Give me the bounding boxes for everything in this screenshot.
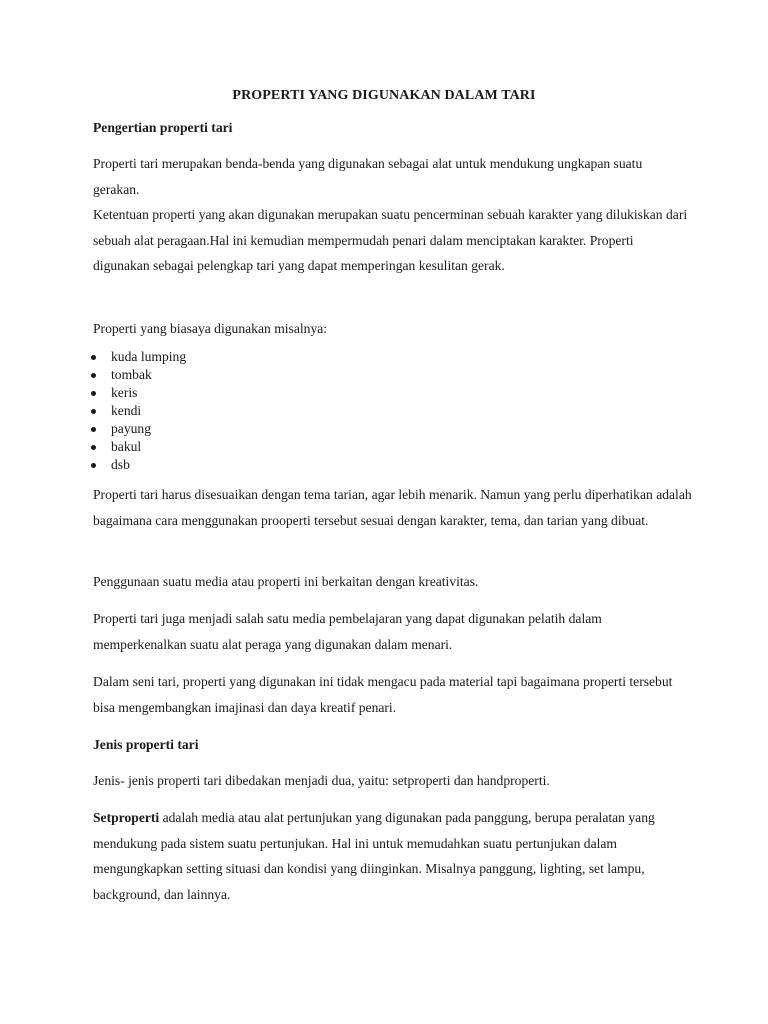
paragraph-definition: Properti tari merupakan benda-benda yang digunakan sebagai alat untuk mendukung ungkapan suatu gerakan. [93,156,643,197]
bullet-icon [91,373,96,378]
list-item-label: dsb [111,457,130,472]
list-item-label: bakul [111,439,142,454]
section-heading-pengertian: Pengertian properti tari [93,120,233,135]
list-item [88,366,186,384]
paragraph-kreativitas: Penggunaan suatu media atau properti ini berkaitan dengan kreativitas. [93,574,479,589]
paragraph-seni-tari: Dalam seni tari, properti yang digunakan ini tidak mengacu pada material tapi bagaimana properti tersebut bisa mengembangkan imajinasi dan daya kreatif penari. [93,674,673,715]
list-item [88,438,186,456]
term-setproperti: Setproperti [93,810,160,825]
setproperti-definition: adalah media atau alat pertunjukan yang digunakan pada panggung, berupa peralatan yang mendukung pada sistem suatu pertunjukan. Hal ini untuk memudahkan suatu pertunjukan dalam mengungkapkan setting situasi dan kondisi yang diinginkan. Misalnya panggung, lighting, set lampu, background, dan lainnya. [93,810,655,902]
list-item-label: keris [111,385,138,400]
list-item-label: kuda lumping [111,349,187,364]
paragraph-tema: Properti tari harus disesuaikan dengan tema tarian, agar lebih menarik. Namun yang perlu diperhatikan adalah bagaimana cara menggunakan prooperti tersebut sesuai dengan karakter, tema, dan tarian yang dibuat. [93,487,692,528]
bullet-icon [91,445,96,450]
paragraph-ketentuan: Ketentuan properti yang akan digunakan merupakan suatu pencerminan sebuah karakter yang dilukiskan dari sebuah alat peragaan.Hal ini kemudian mempermudah penari dalam menciptakan karakter. Properti digunakan sebagai pelengkap tari yang dapat memperingan kesulitan gerak. [93,207,688,273]
list-item-label: kendi [111,403,142,418]
list-item [88,402,186,420]
paragraph-setproperti [93,805,661,907]
bullet-icon [91,463,96,468]
paragraph-list-intro: Properti yang biasaya digunakan misalnya: [93,321,328,336]
list-item [88,348,186,366]
section-heading-jenis: Jenis properti tari [93,737,199,752]
property-list [88,348,186,474]
list-item-label: payung [111,421,152,436]
paragraph-media-pembelajaran: Properti tari juga menjadi salah satu media pembelajaran yang dapat digunakan pelatih dalam memperkenalkan suatu alat peraga yang digunakan dalam menari. [93,611,602,652]
bullet-icon [91,427,96,432]
document-title: PROPERTI YANG DIGUNAKAN DALAM TARI [232,88,536,103]
list-item-label: tombak [111,367,152,382]
bullet-icon [91,409,96,414]
list-item [88,384,186,402]
list-item [88,456,186,474]
paragraph-jenis: Jenis- jenis properti tari dibedakan menjadi dua, yaitu: setproperti dan handproperti. [93,773,550,788]
bullet-icon [91,391,96,396]
bullet-icon [91,355,96,360]
list-item [88,420,186,438]
